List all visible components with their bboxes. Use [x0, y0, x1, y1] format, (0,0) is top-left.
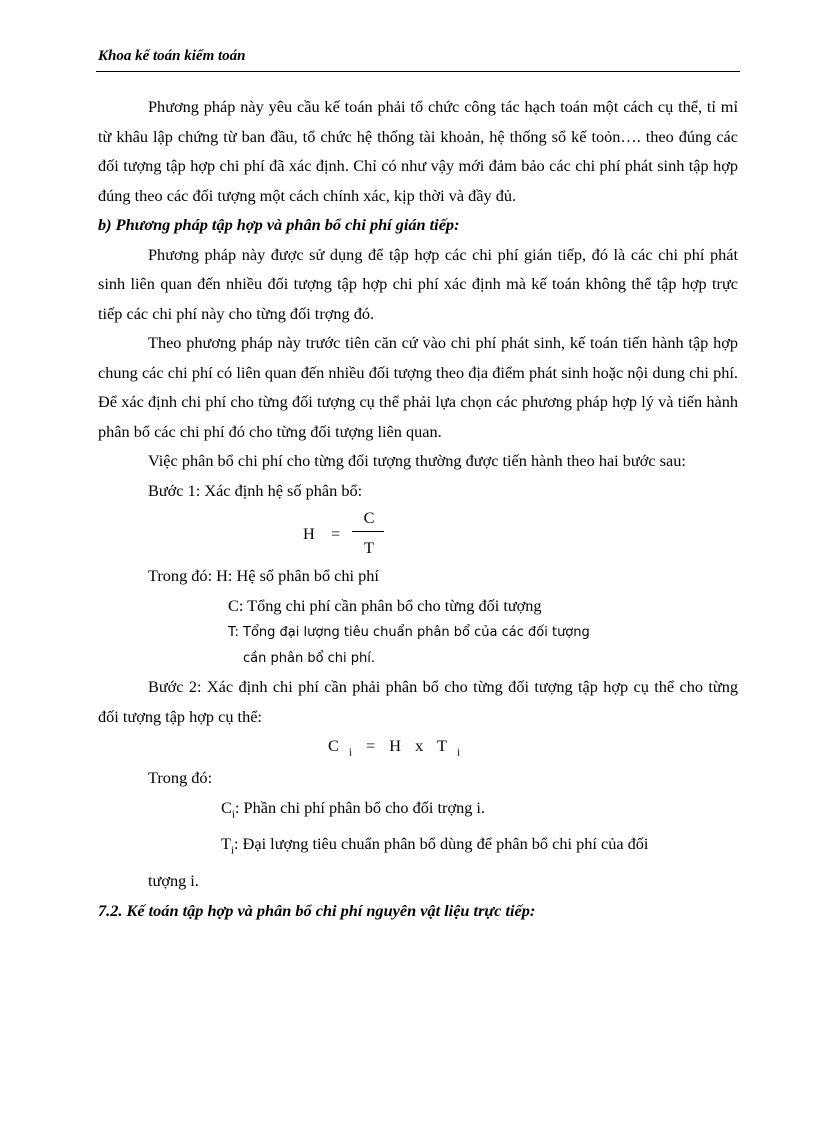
where-2-ti: $T_i$: Đại lượng tiêu chuẩn phân bổ dùng để phân bổ chi phí của đối: [221, 834, 649, 857]
formula-ci-h: H: [389, 736, 402, 755]
paragraph-2: Phương pháp này được sử dụng để tập hợp các chi phí gián tiếp, đó là các chi phí phát sinh liên quan đến nhiều đối tượng tập hợp chi phí xác định mà kế toán không thể tập hợp trực tiếp các chi phí này cho từng đối trợng đó.: [98, 244, 738, 323]
step-1: Bước 1: Xác định hệ số phân bổ:: [148, 480, 363, 500]
paragraph-3: Theo phương pháp này trước tiên căn cứ vào chi phí phát sinh, kế toán tiến hành tập hợp chung các chi phí có liên quan đến nhiều đối tượng theo địa điểm phát sinh hoặc nội dung chi phí. Để xác định chi phí cho từng đối tượng cụ thể phải lựa chọn các phương pháp hợp lý và tiến hành phân bổ các chi phí đó cho từng đối tượng liên quan.: [98, 333, 738, 441]
where-2-ci: $C_i$: Phần chi phí phân bổ cho đối trợng i.: [221, 797, 486, 820]
where-1-c: C: Tổng chi phí cần phân bổ cho từng đối tượng: [228, 595, 542, 615]
paragraph-4: Việc phân bổ chi phí cho từng đối tượng thường được tiến hành theo hai bước sau:: [148, 451, 686, 470]
formula-h: [98, 505, 738, 561]
header-divider: [96, 71, 740, 72]
formula-ci-equals: =: [366, 736, 376, 755]
where-1-t-cont: cần phân bổ chi phí.: [243, 651, 376, 666]
fraction-bar: [352, 531, 384, 532]
where-1-t: T: Tổng đại lượng tiêu chuẩn phân bổ của các đối tượng: [228, 625, 590, 640]
paragraph-1: Phương pháp này yêu cầu kế toán phải tổ chức công tác hạch toán một cách cụ thể, tỉ mỉ từ khâu lập chứng từ ban đầu, tổ chức hệ thống tài khoản, hệ thống sổ kế toỏn…. theo đúng các đối tượng tập hợp chi phí đã xác định. Chỉ có như vậy mới đảm bảo các chi phí phát sinh tập hợp đúng theo các đối tượng một cách chính xác, kịp thời và đầy đủ.: [98, 97, 738, 205]
formula-ci: [98, 731, 738, 763]
formula-ci-t: T $_i$: [437, 736, 461, 759]
where-2-ti-cont: tượng i.: [148, 871, 199, 890]
where-2: Trong đó:: [148, 768, 213, 787]
document-body: [98, 92, 738, 925]
section-heading-b: b) Phương pháp tập hợp và phân bổ chi phí gián tiếp:: [98, 215, 460, 234]
formula-ci-lhs: C $_i$: [328, 736, 352, 759]
step-2: Bước 2: Xác định chi phí cần phải phân bổ cho từng đối tượng tập hợp cụ thể cho từng đối tượng tập hợp cụ thể:: [98, 677, 738, 726]
section-heading-7-2: 7.2. Kế toán tập hợp và phân bổ chi phí nguyên vật liệu trực tiếp:: [98, 900, 536, 920]
page-header: Khoa kế toán kiểm toán: [98, 48, 246, 64]
formula-h-denominator: T: [364, 538, 374, 557]
where-1: Trong đó: H: Hệ số phân bổ chi phí: [148, 566, 379, 585]
formula-h-lhs: H: [303, 524, 315, 543]
formula-h-equals: =: [331, 524, 341, 543]
formula-h-numerator: C: [363, 508, 375, 527]
formula-ci-times: x: [415, 736, 424, 755]
